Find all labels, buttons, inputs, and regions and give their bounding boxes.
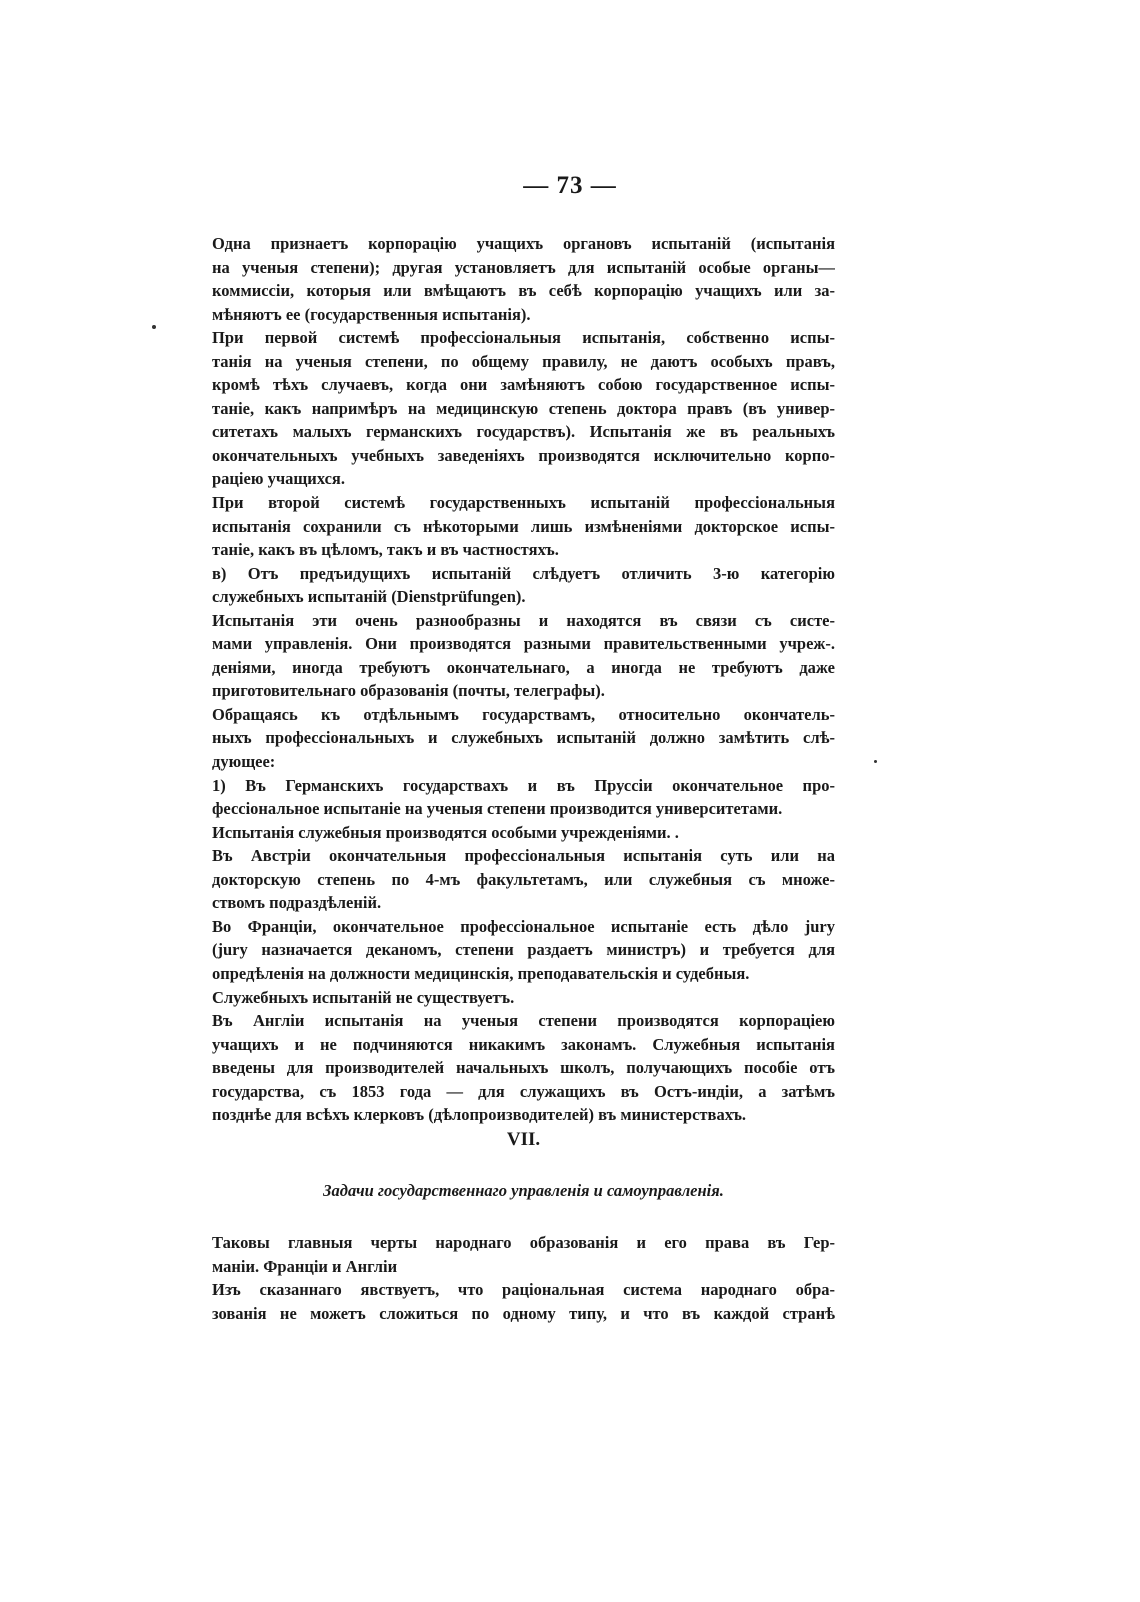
section-title: Задачи государственнаго управленія и самоуправленія. xyxy=(323,1181,724,1200)
text-line: деніями, иногда требуютъ окончательнаго, а иногда не требуютъ даже xyxy=(212,657,835,677)
text-line: ныхъ профессіональныхъ и служебныхъ испытаній должно замѣтить слѣ- xyxy=(212,728,835,748)
text-line: раціею учащихся. xyxy=(212,469,345,489)
text-line: (jury назначается деканомъ, степени раздаетъ министръ) и требуется для xyxy=(212,940,835,960)
text-line: введены для производителей начальныхъ школъ, получающихъ пособіе отъ xyxy=(212,1058,835,1078)
text-line: докторскую степень по 4-мъ факультетамъ, или служебныя съ множе- xyxy=(212,869,835,889)
text-line: Таковы главныя черты народнаго образованія и его права въ Гер- xyxy=(212,1233,835,1252)
text-line: дующее: xyxy=(212,752,276,772)
text-line: Изъ сказаннаго явствуетъ, что раціональная система народнаго обра- xyxy=(212,1280,835,1300)
text-line: учащихъ и не подчиняются никакимъ законамъ. Служебныя испытанія xyxy=(212,1034,835,1054)
text-line: ситетахъ малыхъ германскихъ государствъ). Испытанія же въ реальныхъ xyxy=(212,422,835,442)
margin-speck xyxy=(874,760,877,763)
text-line: Одна признаетъ корпорацію учащихъ органовъ испытаній (испытанія xyxy=(212,234,835,253)
text-line: Служебныхъ испытаній не существуетъ. xyxy=(212,987,515,1007)
text-line: Испытанія эти очень разнообразны и находятся въ связи съ систе- xyxy=(212,610,835,630)
text-line: на ученыя степени); другая установляетъ для испытаній особые органы— xyxy=(212,257,835,277)
text-line: При второй системѣ государственныхъ испытаній профессіональныя xyxy=(212,493,835,513)
text-line: Во Франціи, окончательное профессіональное испытаніе есть дѣло jury xyxy=(212,916,835,936)
section-text xyxy=(212,1231,835,1325)
text-line: опредѣленія на должности медицинскія, преподавательскія и судебныя. xyxy=(212,963,750,983)
text-line: таніе, какъ въ цѣломъ, такъ и въ частностяхъ. xyxy=(212,540,559,560)
text-line: государства, съ 1853 года — для служащихъ въ Остъ-индіи, а затѣмъ xyxy=(212,1081,835,1101)
text-line: в) Отъ предъидущихъ испытаній слѣдуетъ отличить 3-ю категорію xyxy=(212,563,835,583)
text-line: ствомъ подраздѣленій. xyxy=(212,893,382,913)
section-vii xyxy=(212,1127,835,1325)
text-line: мѣняютъ ее (государственныя испытанія). xyxy=(212,304,531,324)
text-line: кромѣ тѣхъ случаевъ, когда они замѣняютъ собою государственное испы- xyxy=(212,375,835,395)
text-line: таніе, какъ напримѣръ на медицинскую степень доктора правъ (въ универ- xyxy=(212,398,835,418)
text-line: зованія не можетъ сложиться по одному типу, и что въ каждой странѣ xyxy=(212,1303,835,1323)
text-line: Въ Англіи испытанія на ученыя степени производятся корпораціею xyxy=(212,1011,835,1031)
body-text xyxy=(212,232,835,1127)
text-line: танія на ученыя степени, по общему правилу, не даютъ особыхъ правъ, xyxy=(212,351,835,371)
text-line: 1) Въ Германскихъ государствахъ и въ Пруссіи окончательное про- xyxy=(212,775,835,795)
text-line: приготовительнаго образованія (почты, телеграфы). xyxy=(212,681,605,701)
text-line: окончательныхъ учебныхъ заведеніяхъ производятся исключительно корпо- xyxy=(212,445,835,465)
text-line: Въ Австріи окончательныя профессіональныя испытанія суть или на xyxy=(212,846,835,866)
margin-speck xyxy=(152,325,156,329)
text-line: испытанія сохранили съ нѣкоторыми лишь измѣненіями докторское испы- xyxy=(212,516,835,536)
text-line: При первой системѣ профессіональныя испытанія, собственно испы- xyxy=(212,328,835,348)
text-line: служебныхъ испытаній (Dienstprüfungen). xyxy=(212,587,526,607)
text-line: коммиссіи, которыя или вмѣщаютъ въ себѣ корпорацію учащихъ или за- xyxy=(212,281,835,301)
text-line: позднѣе для всѣхъ клерковъ (дѣлопроизводителей) въ министерствахъ. xyxy=(212,1105,747,1125)
text-line: Испытанія служебныя производятся особыми учрежденіями. . xyxy=(212,822,679,842)
page-number: — 73 — xyxy=(523,172,617,199)
section-number: VII. xyxy=(506,1129,541,1150)
text-line: Обращаясь къ отдѣльнымъ государствамъ, относительно окончатель- xyxy=(212,704,835,724)
text-line: фессіональное испытаніе на ученыя степени производится университетами. xyxy=(212,799,783,819)
text-line: мами управленія. Они производятся разными правительственными учреж-. xyxy=(212,634,835,654)
text-line: маніи. Франціи и Англіи xyxy=(212,1256,398,1276)
